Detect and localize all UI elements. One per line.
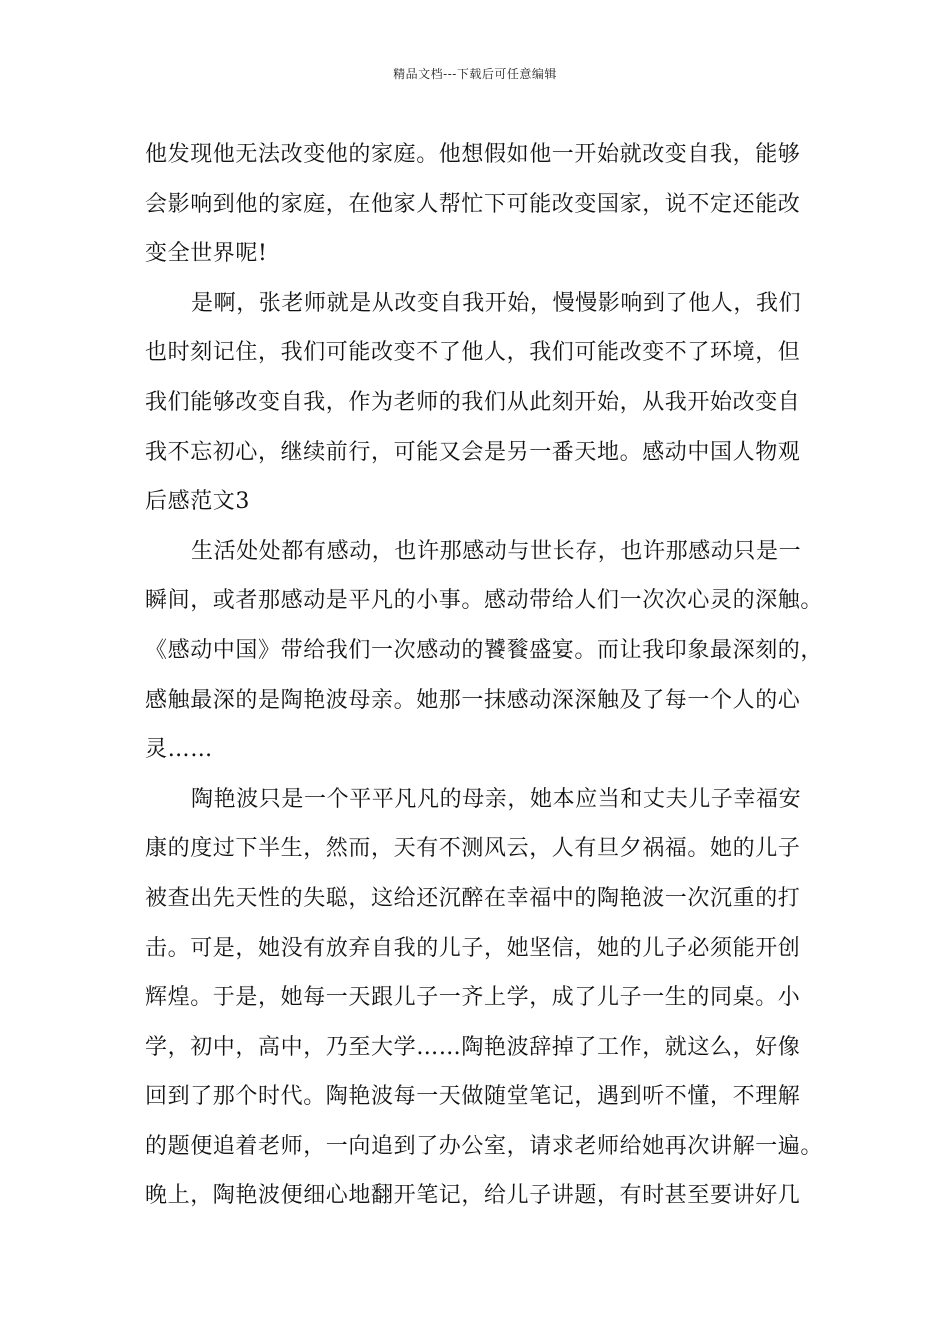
text-line: 感触最深的是陶艳波母亲。她那一抹感动深深触及了每一个人的心: [145, 687, 801, 713]
text-line: 生活处处都有感动，也许那感动与世长存，也许那感动只是一: [191, 538, 802, 564]
text-line: 《感动中国》带给我们一次感动的饕餮盛宴。而让我印象最深刻的，: [145, 637, 824, 663]
text-line: 灵……: [145, 737, 213, 763]
text-line: 他发现他无法改变他的家庭。他想假如他一开始就改变自我，能够: [145, 142, 801, 167]
text-line: 是啊，张老师就是从改变自我开始，慢慢影响到了他人，我们: [191, 290, 802, 316]
text-line: 我们能够改变自我，作为老师的我们从此刻开始，从我开始改变自: [145, 389, 801, 415]
text-line: 也时刻记住，我们可能改变不了他人，我们可能改变不了环境，但: [145, 340, 801, 366]
document-body: [145, 130, 824, 1221]
page-header: 精品文档---下载后可任意编辑: [393, 67, 557, 81]
text-line: 变全世界呢!: [145, 241, 268, 267]
text-line: 陶艳波只是一个平平凡凡的母亲，她本应当和丈夫儿子幸福安: [191, 786, 802, 812]
text-line: 学，初中，高中，乃至大学……陶艳波辞掉了工作，就这么，好像: [145, 1034, 801, 1060]
text-line: 击。可是，她没有放弃自我的儿子，她坚信，她的儿子必须能开创: [145, 935, 801, 961]
text-line: 晚上，陶艳波便细心地翻开笔记，给儿子讲题，有时甚至要讲好几: [145, 1183, 801, 1209]
text-line: 辉煌。于是，她每一天跟儿子一齐上学，成了儿子一生的同桌。小: [145, 985, 801, 1011]
text-line: 会影响到他的家庭，在他家人帮忙下可能改变国家，说不定还能改: [145, 191, 801, 217]
text-line: 的题便追着老师，一向追到了办公室，请求老师给她再次讲解一遍。: [145, 1133, 824, 1159]
text-line: 被查出先天性的失聪，这给还沉醉在幸福中的陶艳波一次沉重的打: [145, 885, 801, 911]
text-line: 我不忘初心，继续前行，可能又会是另一番天地。感动中国人物观: [145, 439, 801, 465]
text-line: 瞬间，或者那感动是平凡的小事。感动带给人们一次次心灵的深触。: [145, 588, 824, 614]
text-line: 后感范文3: [145, 489, 250, 515]
text-line: 康的度过下半生，然而，天有不测风云，人有旦夕祸福。她的儿子: [145, 836, 801, 862]
text-line: 回到了那个时代。陶艳波每一天做随堂笔记，遇到听不懂，不理解: [145, 1084, 801, 1110]
